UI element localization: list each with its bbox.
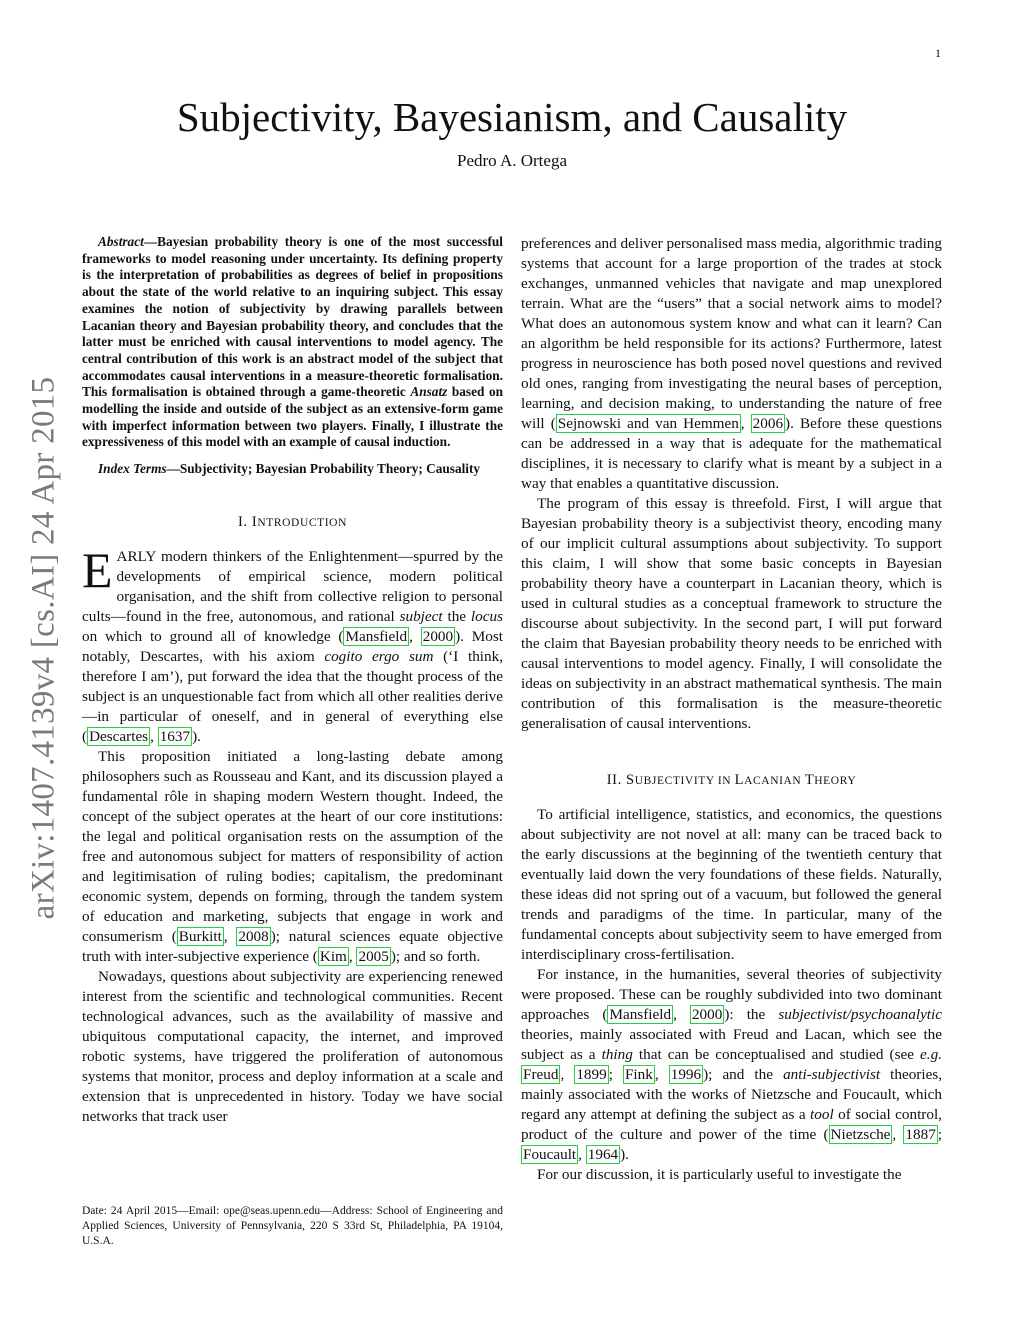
- intro-paragraph-2: This proposition initiated a long-lasting debate among philosophers such as Rousseau and Kant, and its discussion played a fundamental rôle in shaping modern Western thought. Indeed, the concept of the subject operates at the heart of our core institutions: the legal and political organisation rests on the assumption of the free and autonomous subject for matters of responsibility of action and legitimisation of ruling bodies; capitalism, the predominant economic system, depends on forming, through the tandem system of education and marketing, subjects that engage in work and consumerism ( Burkitt , 2008 ); natural sciences equate objective truth with inter-subjective experience ( Kim , 2005 ); and so forth.: [82, 747, 503, 965]
- footnote: Date: 24 April 2015—Email: ope@seas.upenn.edu—Address: School of Engineering and Applied Sciences, University of Pennsylvania, 220 S 33rd St, Philadelphia, PA 19104, U.S.A.: [82, 1205, 503, 1247]
- drop-cap: E: [82, 541, 113, 598]
- lacan-paragraph-1: To artificial intelligence, statistics, and economics, the questions about subjectivity are not novel at all: many can be traced back to the early discussions at the beginning of the twentieth century that eventually laid down the very foundations of these fields. Naturally, these ideas did not spring out of a vacuum, but followed the general trends and paradigms of the time. In particular, many of the fundamental concepts about subjectivity seem to have emerged from interdisciplinary cross-fertilisation.: [521, 806, 942, 963]
- page-number: 1: [935, 46, 941, 60]
- citation-link[interactable]: Sejnowski and van Hemmen: [557, 415, 739, 432]
- citation-link[interactable]: 1637: [159, 727, 191, 745]
- intro-paragraph-3: Nowadays, questions about subjectivity are experiencing renewed interest from the scientific and technological communities. Recent technological advances, such as the availability of massive and ubiquitous computational capacity, the internet, and improved robotic systems, have triggered the proliferation of autonomous systems that monitor, process and deploy information at a scale and extension that is unprecedented in history. Today we have social networks that track user: [82, 967, 503, 1125]
- lacan-paragraph-2: For instance, in the humanities, several theories of subjectivity were proposed. These can be roughly subdivided into two dominant approaches ( Mansfield , 2000 ): the subjectivist/psychoanalytic theories, mainly associated with Freud and Lacan, which see the subject as a thing that can be conceptualised and studied (see e.g. Freud , 1899 ; Fink , 1996 ); and the anti-subjectivist theories, mainly associated with the works of Nietzsche and Foucault, which regard any attempt at defining the subject as a tool of social control, product of the culture and power of the time ( Nietzsche , 1887 ; Foucault , 1964 ).: [521, 966, 943, 1163]
- index-terms: Index Terms—Subjectivity; Bayesian Probability Theory; Causality: [98, 461, 481, 477]
- citation-link[interactable]: 2000: [422, 627, 454, 645]
- lacan-paragraph-3: For our discussion, it is particularly useful to investigate the: [537, 1166, 902, 1183]
- citation-link[interactable]: 1899: [576, 1066, 607, 1083]
- section-heading-lacanian: II. SUBJECTIVITY IN LACANIAN THEORY: [606, 772, 857, 788]
- citation-link[interactable]: 1964: [587, 1146, 619, 1163]
- citation-link[interactable]: Fink: [624, 1066, 653, 1083]
- citation-link[interactable]: 1996: [670, 1066, 702, 1083]
- author-name: Pedro A. Ortega: [456, 151, 567, 170]
- citation-link[interactable]: Nietzsche: [830, 1126, 891, 1143]
- section-heading-introduction: I. INTRODUCTION: [238, 513, 347, 530]
- citation-link[interactable]: Mansfield: [345, 627, 408, 645]
- intro-paragraph-3-continued: preferences and deliver personalised mass media, algorithmic trading systems that account for a large proportion of the trades at stock exchanges, unmanned vehicles that navigate and map unexplored terrain. What are the “users” that a social network aims to model? What does an autonomous system know and what can it learn? Can an algorithm be held responsible for its actions? Furthermore, latest progress in neuroscience has both posed novel questions and revived old ones, ranging from investigating the neural bases of perception, learning, and decision making, to understanding the nature of free will ( Sejnowski and van Hemmen , 2006 ). Before these questions can be addressed in a way that is adequate for the mathematical disciplines, it is necessary to clarify what is meant by a subject in a way that enables a quantitative discussion.: [521, 235, 943, 492]
- citation-link[interactable]: 2005: [358, 947, 389, 965]
- index-terms-label: Index Terms: [98, 461, 167, 477]
- citation-link[interactable]: Kim: [319, 947, 347, 965]
- citation-link[interactable]: 1887: [905, 1126, 936, 1143]
- right-column: [521, 234, 942, 1185]
- citation-link[interactable]: Burkitt: [178, 927, 222, 945]
- citation-link[interactable]: 2000: [691, 1006, 723, 1023]
- citation-link[interactable]: 2006: [752, 415, 784, 432]
- citation-link[interactable]: Foucault: [523, 1146, 577, 1163]
- citation-link[interactable]: 2008: [238, 927, 269, 945]
- citation-link[interactable]: Descartes: [89, 727, 149, 745]
- citation-link[interactable]: Mansfield: [609, 1006, 672, 1023]
- abstract: Abstract—Bayesian probability theory is one of the most successful frameworks to model reasoning under uncertainty. Its defining property is the interpretation of probabilities as degrees of belief in propositions about the state of the world relative to an inquiring subject. This essay examines the notion of subjectivity by drawing parallels between Lacanian theory and Bayesian probability theory, and concludes that the latter must be enriched with causal interventions to model agency. The central contribution of this work is an abstract model of the subject that accommodates causal interventions in a measure-theoretic formalisation. This formalisation is obtained through a game-theoretic Ansatz based on modelling the inside and outside of the subject as an extensive-form game with imperfect information between two players. Finally, I illustrate the expressiveness of this model with an example of causal induction.: [82, 234, 503, 450]
- abstract-label: Abstract: [98, 234, 144, 249]
- intro-paragraph-1: EARLY modern thinkers of the Enlightenment—spurred by the developments of empirical science, modern political organisation, and the shift from collective religion to personal cults—found in the free, autonomous, and rational subject the locus on which to ground all of knowledge ( Mansfield , 2000 ). Most notably, Descartes, with his axiom cogito ergo sum (‘I think, therefore I am’), put forward the idea that the thought process of the subject is an unquestionable fact from which all other realities derive—in particular of oneself, and in general of everything else ( Descartes , 1637 ).: [82, 541, 504, 745]
- citation-link[interactable]: Freud: [523, 1066, 559, 1083]
- arxiv-watermark: arXiv:1407.4139v4 [cs.AI] 24 Apr 2015: [25, 376, 62, 920]
- paper-title: Subjectivity, Bayesianism, and Causality: [176, 94, 848, 140]
- left-column: [82, 234, 503, 1127]
- intro-paragraph-4: The program of this essay is threefold. First, I will argue that Bayesian probability theory is a subjectivist theory, encoding many of our implicit cultural assumptions about subjectivity. To support this claim, I will show that some basic concepts in Bayesian probability theory have a counterpart in Lacanian theory, which is used in cultural studies as a conceptual framework to structure the discourse about subjectivity. In the second part, I will put forward the claim that Bayesian probability theory needs to be enriched with causal interventions to model agency. Finally, I will consolidate the ideas on subjectivity in an abstract mathematical synthesis. The main contribution of this formalisation is the measure-theoretic generalisation of causal interventions.: [521, 495, 942, 732]
